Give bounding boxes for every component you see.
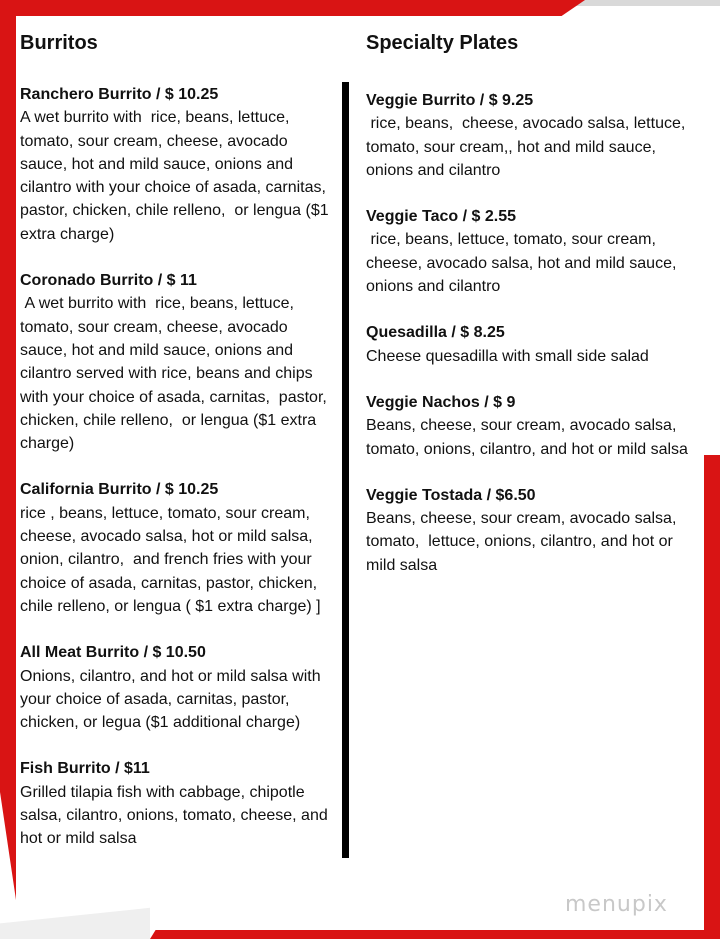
menu-item-name: Veggie Burrito / $ 9.25 xyxy=(366,92,534,109)
burritos-column xyxy=(20,30,338,874)
menu-item-description: rice, beans, cheese, avocado salsa, lettuce, tomato, sour cream,, hot and mild sauce, onions and cilantro xyxy=(366,115,690,179)
menu-item-name: Ranchero Burrito / $ 10.25 xyxy=(20,86,219,103)
menu-item-description: Beans, cheese, sour cream, avocado salsa, tomato, onions, cilantro, and hot or mild salsa xyxy=(366,417,688,458)
menu-item xyxy=(20,83,338,246)
menu-item-description: Cheese quesadilla with small side salad xyxy=(366,347,649,365)
menu-item-description: Beans, cheese, sour cream, avocado salsa, tomato, lettuce, onions, cilantro, and hot or mild salsa xyxy=(366,510,681,574)
menu-item xyxy=(366,391,696,461)
decorative-red-stripe-top xyxy=(0,0,585,16)
menu-item xyxy=(366,484,696,577)
decorative-red-stripe-right xyxy=(704,455,720,939)
section-title-burritos: Burritos xyxy=(20,32,98,54)
menu-item-name: Veggie Nachos / $ 9 xyxy=(366,393,516,411)
decorative-gray-stripe-bottom xyxy=(0,900,150,939)
section-title-specialty-plates: Specialty Plates xyxy=(366,32,519,54)
menu-item-name: All Meat Burrito / $ 10.50 xyxy=(20,644,206,662)
menu-item-description: A wet burrito with rice, beans, lettuce, tomato, sour cream, cheese, avocado sauce, hot and mild sauce, onions and cilantro with your choice of asada, carnitas, pastor, chicken, chile relleno, or lengua ($1 extra charge) xyxy=(20,109,334,243)
menu-item xyxy=(20,641,338,734)
menu-item xyxy=(366,205,696,298)
decorative-red-stripe-bottom xyxy=(150,930,710,939)
menu-item xyxy=(366,89,696,182)
menu-item-description: Grilled tilapia fish with cabbage, chipotle salsa, cilantro, onions, tomato, cheese, and hot or mild salsa xyxy=(20,783,333,848)
decorative-gray-stripe-top xyxy=(560,0,720,6)
menu-item-name: Veggie Tostada / $6.50 xyxy=(366,486,536,504)
decorative-red-stripe-left xyxy=(0,0,16,900)
watermark-logo: menupix xyxy=(565,892,668,917)
menu-item-name: California Burrito / $ 10.25 xyxy=(20,481,219,499)
menu-item-description: A wet burrito with rice, beans, lettuce, tomato, sour cream, cheese, avocado sauce, hot and mild sauce, onions and cilantro served with rice, beans and chips with your choice of asada, carnitas, pastor, chicken, chile relleno, or lengua ($1 extra charge) xyxy=(20,295,332,453)
menu-item-description: Onions, cilantro, and hot or mild salsa with your choice of asada, carnitas, pastor, chicken, or legua ($1 additional charge) xyxy=(20,667,326,732)
menu-item-name: Fish Burrito / $11 xyxy=(20,760,150,778)
menu-item-description: rice , beans, lettuce, tomato, sour cream, cheese, avocado salsa, hot or mild salsa, onion, cilantro, and french fries with your choice of asada, carnitas, pastor, chicken, chile relleno, or lengua ( $1 extra charge) ] xyxy=(20,504,322,615)
menu-item-description: rice, beans, lettuce, tomato, sour cream, cheese, avocado salsa, hot and mild sauce, onions and cilantro xyxy=(366,231,681,296)
column-divider xyxy=(342,82,349,858)
menu-item-name: Coronado Burrito / $ 11 xyxy=(20,272,197,290)
menu-item xyxy=(20,757,338,850)
menu-item xyxy=(20,269,338,455)
menu-item-name: Quesadilla / $ 8.25 xyxy=(366,324,505,342)
specialty-plates-column xyxy=(366,30,696,600)
menu-item-name: Veggie Taco / $ 2.55 xyxy=(366,208,516,226)
menu-item xyxy=(366,321,696,368)
menu-item xyxy=(20,478,338,618)
